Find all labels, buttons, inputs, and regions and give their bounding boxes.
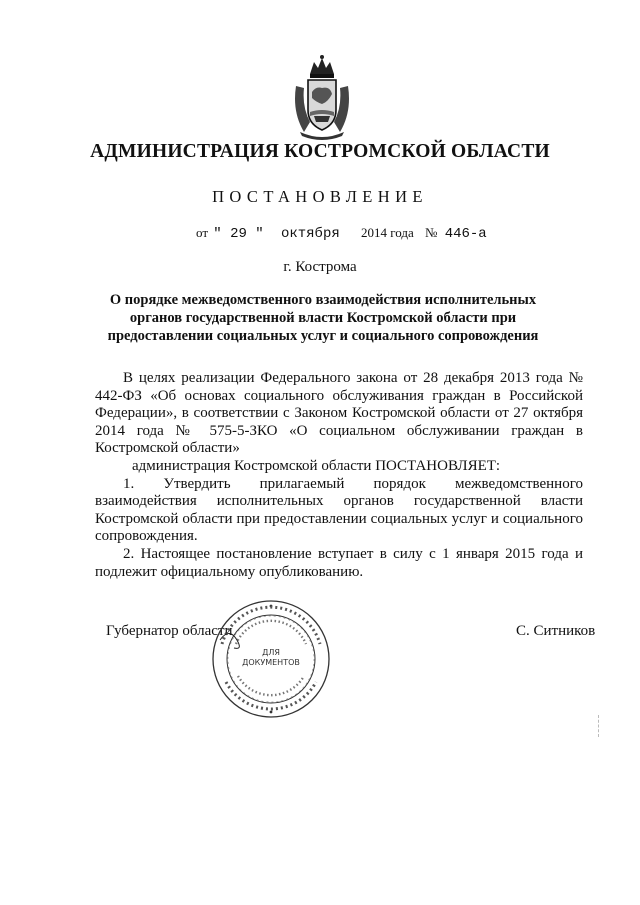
paragraph-item-2: 2. Настоящее постановление вступает в силу с 1 января 2015 года и подлежит официальному опубликованию.	[95, 545, 583, 580]
stamp-center-text	[238, 648, 304, 668]
signatory-name: С. Ситников	[516, 623, 596, 639]
date-line	[196, 225, 487, 242]
document-type: ПОСТАНОВЛЕНИЕ	[212, 187, 428, 206]
date-day: " 29 "	[213, 226, 264, 242]
stamp-line-1: ДЛЯ	[262, 648, 280, 657]
stamp-line-2: ДОКУМЕНТОВ	[242, 658, 300, 667]
margin-mark	[598, 715, 601, 737]
paragraph-resolves: администрация Костромской области ПОСТАНОВЛЯЕТ:	[132, 457, 501, 474]
document-body	[95, 370, 583, 581]
date-month: октября	[280, 226, 340, 242]
signatory-position: Губернатор области	[106, 623, 233, 639]
date-prefix: от	[196, 225, 209, 240]
date-year: 2014 года	[361, 225, 414, 240]
city: г. Кострома	[283, 259, 357, 275]
paragraph-preamble: В целях реализации Федерального закона от 28 декабря 2013 года № 442-ФЗ «Об основах социального обслуживания граждан в Российской Федерации», в соответствии с Законом Костромской области от 27 октября 2014 года № 575-5-ЗКО «О социальном обслуживании граждан в Костромской области»	[95, 370, 583, 457]
number-sign: №	[425, 225, 438, 240]
paragraph-item-1: 1. Утвердить прилагаемый порядок межведомственного взаимодействия исполнительных органов государственной власти Костромской области при предоставлении социальных услуг и социального сопровождения.	[95, 475, 583, 545]
document-number: 446-а	[444, 226, 487, 242]
document-heading: О порядке межведомственного взаимодействия исполнительных органов государственной власти Костромской области при предоставлении социальных услуг и социального сопровождения	[107, 292, 539, 344]
authority-title: АДМИНИСТРАЦИЯ КОСТРОМСКОЙ ОБЛАСТИ	[90, 141, 550, 162]
coat-of-arms-emblem	[290, 52, 354, 140]
